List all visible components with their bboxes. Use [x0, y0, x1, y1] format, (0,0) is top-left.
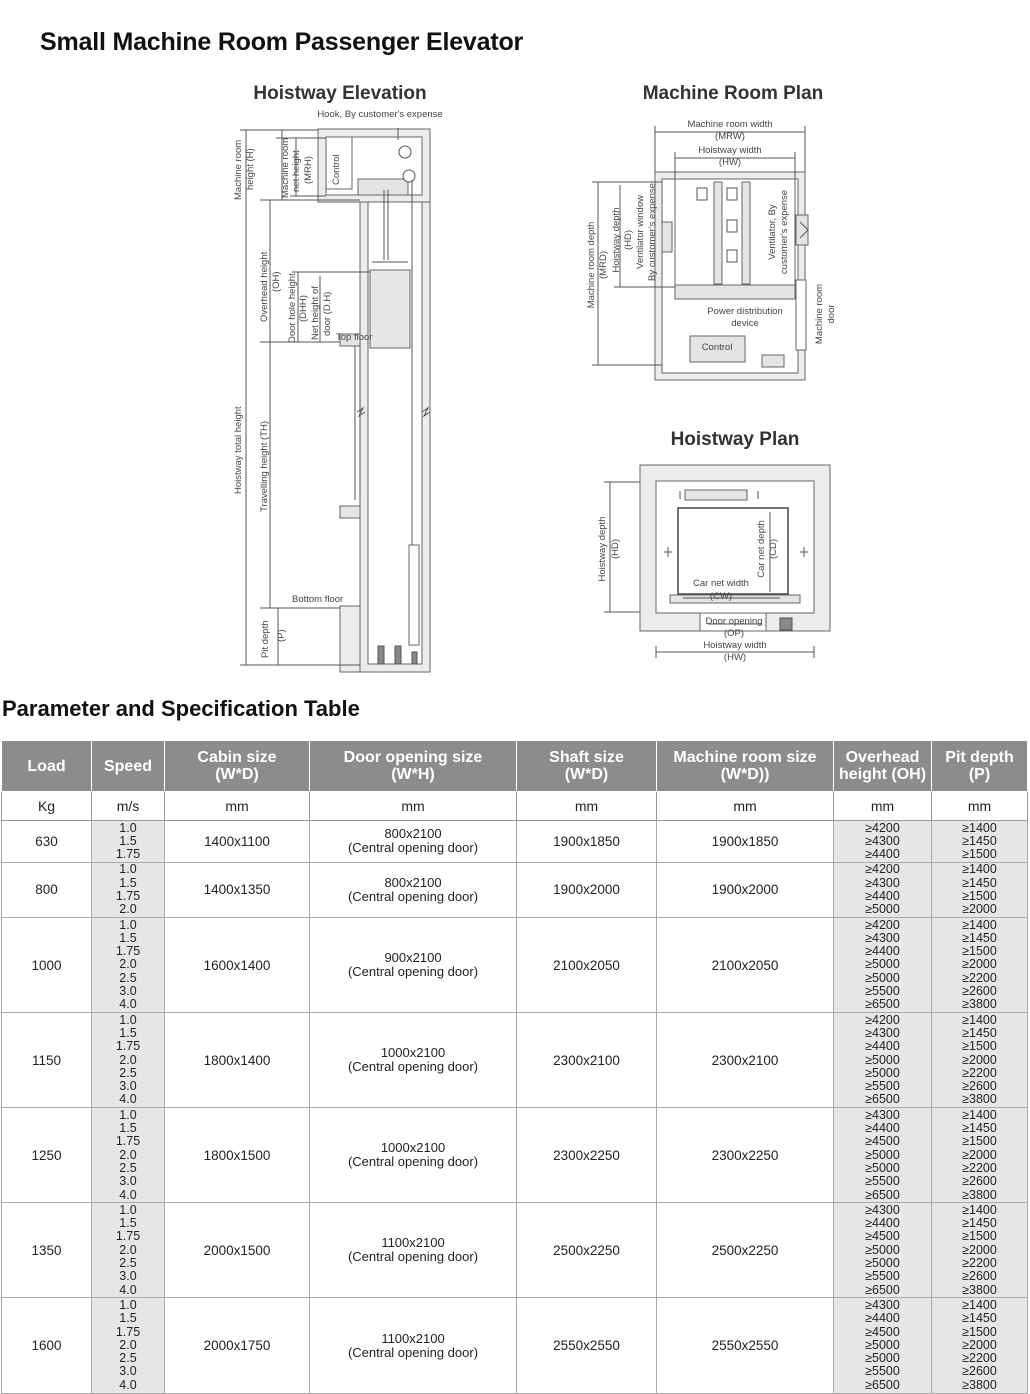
cabin-size-cell: 1800x1400 — [165, 1013, 310, 1108]
overhead-cell-value: ≥5500 — [865, 1269, 900, 1284]
pit-depth-cell-value: ≥2000 — [962, 902, 997, 917]
overhead-cell — [834, 1013, 932, 1108]
door-size-value: 1000x2100 — [380, 1140, 446, 1156]
overhead-cell-value: ≥4500 — [865, 1229, 900, 1244]
overhead-cell-value: ≥4400 — [865, 1311, 900, 1326]
pit-depth-cell-value: ≥1500 — [962, 944, 997, 959]
cd-label-2: (CD) — [768, 538, 779, 560]
speed-cell-value: 1.75 — [115, 1324, 141, 1339]
cabin-size-cell: 1400x1350 — [165, 862, 310, 917]
machine-plan-title: Machine Room Plan — [642, 83, 824, 104]
oh-label-2: (OH) — [271, 271, 282, 292]
oh-label: Overhead height — [259, 251, 270, 322]
speed-cell-value: 2.5 — [119, 1065, 137, 1080]
table-row — [2, 1298, 1028, 1393]
overhead-cell-value: ≥5500 — [865, 1364, 900, 1379]
pit-depth-cell-value: ≥1400 — [962, 862, 997, 877]
speed-cell-value: 2.5 — [119, 1160, 137, 1175]
overhead-cell — [834, 1298, 932, 1393]
overhead-cell-value: ≥6500 — [865, 1282, 900, 1297]
speed-cell-value: 1.75 — [115, 944, 141, 959]
overhead-cell-value: ≥5500 — [865, 984, 900, 999]
door-size-value: 900x2100 — [384, 950, 442, 966]
unit-cell: m/s — [92, 792, 165, 821]
overhead-cell-value: ≥4400 — [865, 1121, 900, 1136]
unit-cell: mm — [657, 792, 834, 821]
speed-cell-value: 1.0 — [119, 1012, 137, 1027]
machine-room-size-cell: 2300x2100 — [657, 1013, 834, 1108]
pit-depth-cell-value: ≥1500 — [962, 1324, 997, 1339]
overhead-cell-value: ≥6500 — [865, 997, 900, 1012]
speed-cell-value: 2.5 — [119, 1256, 137, 1271]
pit-depth-cell-value: ≥1500 — [962, 888, 997, 903]
pit-depth-cell-value: ≥1450 — [962, 1311, 997, 1326]
shaft-size-cell: 2500x2250 — [517, 1203, 657, 1298]
pit-depth-cell — [932, 1013, 1028, 1108]
pit-depth-cell-value: ≥1500 — [962, 847, 997, 862]
pit-depth-cell-value: ≥2000 — [962, 1147, 997, 1162]
speed-cell — [92, 821, 165, 863]
overhead-cell-value: ≥4300 — [865, 833, 900, 848]
hoistway-plan-drawing — [604, 465, 830, 658]
door-type-value: (Central opening door) — [347, 1249, 479, 1265]
overhead-cell-value: ≥4200 — [865, 917, 900, 932]
pit-depth-cell-value: ≥2200 — [962, 1160, 997, 1175]
speed-cell-value: 1.0 — [119, 1107, 137, 1122]
speed-cell-value: 1.75 — [115, 888, 141, 903]
speed-cell-value: 1.5 — [119, 1025, 137, 1040]
shaft-size-cell: 1900x2000 — [517, 862, 657, 917]
speed-cell-value: 2.0 — [119, 1242, 137, 1257]
overhead-cell-value: ≥5000 — [865, 1052, 900, 1067]
pit-depth-cell-value: ≥2600 — [962, 1364, 997, 1379]
overhead-cell-value: ≥5000 — [865, 970, 900, 985]
overhead-cell — [834, 1108, 932, 1203]
door-type-value: (Central opening door) — [347, 888, 479, 904]
pit-depth-cell-value: ≥1400 — [962, 1012, 997, 1027]
overhead-cell-value: ≥4300 — [865, 930, 900, 945]
overhead-cell-value: ≥4400 — [865, 847, 900, 862]
overhead-cell-value: ≥4200 — [865, 820, 900, 835]
machine-room-size-cell: 2550x2550 — [657, 1298, 834, 1393]
mrw-label: Machine room width — [687, 119, 773, 130]
pit-depth-cell-value: ≥1400 — [962, 1202, 997, 1217]
header-door: Door opening size (W*H) — [310, 741, 517, 792]
speed-cell-value: 1.0 — [119, 820, 137, 835]
mr-height-label-2: height (H) — [245, 148, 256, 190]
vw-label-2: By customer's expense — [647, 183, 658, 281]
overhead-cell-value: ≥4300 — [865, 1297, 900, 1312]
door-type-value: (Central opening door) — [347, 1344, 479, 1360]
bottom-floor-label: Bottom floor — [292, 594, 344, 605]
dhh-label: Door hole height — [287, 273, 298, 343]
load-cell: 1600 — [2, 1298, 92, 1393]
dhh-label-2: (DHH) — [298, 295, 309, 322]
pit-depth-cell-value: ≥1400 — [962, 917, 997, 932]
elevation-title: Hoistway Elevation — [253, 83, 427, 104]
pit-depth-cell-value: ≥2600 — [962, 1079, 997, 1094]
hd-label: Hoistway depth — [611, 207, 622, 273]
pit-depth-cell-value: ≥1450 — [962, 1216, 997, 1231]
speed-cell-value: 1.5 — [119, 875, 137, 890]
pit-depth-cell-value: ≥1450 — [962, 1025, 997, 1040]
machine-room-size-cell: 1900x1850 — [657, 821, 834, 863]
door-size-cell — [310, 918, 517, 1013]
overhead-cell-value: ≥4400 — [865, 888, 900, 903]
pit-depth-cell-value: ≥3800 — [962, 1377, 997, 1392]
header-pit: Pit depth (P) — [932, 741, 1028, 792]
mr-height-label: Machine room — [233, 139, 244, 200]
pit-depth-cell-value: ≥2600 — [962, 1174, 997, 1189]
shaft-size-cell: 2100x2050 — [517, 918, 657, 1013]
speed-cell-value: 1.5 — [119, 1216, 137, 1231]
pit-label-2: (P) — [276, 629, 287, 642]
door-size-value: 800x2100 — [384, 874, 442, 890]
unit-cell: mm — [932, 792, 1028, 821]
hd-label-2: (HD) — [623, 229, 634, 251]
speed-cell-value: 2.5 — [119, 1351, 137, 1366]
load-cell: 630 — [2, 821, 92, 863]
overhead-cell — [834, 862, 932, 917]
hp-hd-label: Hoistway depth — [597, 516, 608, 582]
overhead-cell-value: ≥5000 — [865, 1065, 900, 1080]
speed-cell — [92, 1108, 165, 1203]
machine-room-size-cell: 2500x2250 — [657, 1203, 834, 1298]
overhead-cell-value: ≥5500 — [865, 1079, 900, 1094]
hook-label: Hook, By customer's expense — [317, 109, 443, 120]
overhead-cell-value: ≥4300 — [865, 875, 900, 890]
mr-net-label-3: (MRH) — [303, 156, 314, 184]
control-label: Control — [331, 154, 342, 185]
mrw-label-2: (MRW) — [715, 131, 745, 142]
pit-depth-cell-value: ≥2000 — [962, 1337, 997, 1352]
machine-room-size-cell: 2100x2050 — [657, 918, 834, 1013]
overhead-cell — [834, 821, 932, 863]
machine-room-size-cell: 1900x2000 — [657, 862, 834, 917]
speed-cell-value: 2.0 — [119, 1147, 137, 1162]
units-row — [2, 792, 1028, 821]
table-row — [2, 1203, 1028, 1298]
power-label-2: device — [731, 318, 759, 329]
speed-cell-value: 3.0 — [119, 1174, 137, 1189]
overhead-cell-value: ≥5000 — [865, 1337, 900, 1352]
speed-cell-value: 1.0 — [119, 1297, 137, 1312]
machine-room-size-cell: 2300x2250 — [657, 1108, 834, 1203]
door-size-value: 1100x2100 — [381, 1330, 445, 1346]
mr-net-label: Machine room — [280, 137, 291, 198]
nh-label: Net height of — [310, 286, 321, 340]
overhead-cell-value: ≥5500 — [865, 1174, 900, 1189]
header-cabin: Cabin size (W*D) — [165, 741, 310, 792]
vent-label: Ventilator, By — [767, 204, 778, 260]
speed-cell-value: 3.0 — [119, 1079, 137, 1094]
door-type-value: (Central opening door) — [347, 1059, 479, 1075]
overhead-cell-value: ≥5000 — [865, 1160, 900, 1175]
speed-cell-value: 1.75 — [115, 1229, 141, 1244]
table-row — [2, 1013, 1028, 1108]
pit-depth-cell — [932, 1108, 1028, 1203]
shaft-size-cell: 2550x2550 — [517, 1298, 657, 1393]
overhead-cell-value: ≥6500 — [865, 1187, 900, 1202]
speed-cell-value: 1.75 — [115, 847, 141, 862]
hw-label: Hoistway width — [698, 145, 762, 156]
speed-cell — [92, 1203, 165, 1298]
cabin-size-cell: 1800x1500 — [165, 1108, 310, 1203]
door-size-value: 1000x2100 — [380, 1045, 446, 1061]
speed-cell-value: 4.0 — [119, 1092, 137, 1107]
pit-depth-cell-value: ≥1500 — [962, 1039, 997, 1054]
hp-hw-label-2: (HW) — [723, 652, 747, 663]
unit-cell: mm — [165, 792, 310, 821]
load-cell: 1000 — [2, 918, 92, 1013]
page-title: Small Machine Room Passenger Elevator — [40, 28, 524, 56]
pit-depth-cell-value: ≥2200 — [962, 1065, 997, 1080]
pit-depth-cell-value: ≥2200 — [962, 1256, 997, 1271]
speed-cell-value: 1.75 — [115, 1039, 141, 1054]
overhead-cell-value: ≥5000 — [865, 1147, 900, 1162]
load-cell: 1150 — [2, 1013, 92, 1108]
overhead-cell-value: ≥5000 — [865, 1242, 900, 1257]
speed-cell-value: 1.0 — [119, 917, 137, 932]
header-machine-room: Machine room size (W*D)) — [657, 741, 834, 792]
speed-cell-value: 2.0 — [119, 957, 137, 972]
overhead-cell-value: ≥5000 — [865, 902, 900, 917]
spec-table — [1, 740, 1028, 1394]
pit-depth-cell-value: ≥1450 — [962, 833, 997, 848]
overhead-cell-value: ≥4300 — [865, 1025, 900, 1040]
table-header-row — [2, 741, 1028, 792]
pit-depth-cell-value: ≥1450 — [962, 875, 997, 890]
unit-cell: mm — [834, 792, 932, 821]
speed-cell-value: 4.0 — [119, 997, 137, 1012]
door-size-cell — [310, 862, 517, 917]
pit-depth-cell-value: ≥2000 — [962, 1052, 997, 1067]
overhead-cell — [834, 918, 932, 1013]
pit-label: Pit depth — [260, 620, 271, 658]
speed-cell-value: 1.5 — [119, 1121, 137, 1136]
speed-cell-value: 3.0 — [119, 1269, 137, 1284]
unit-cell: mm — [310, 792, 517, 821]
overhead-cell-value: ≥6500 — [865, 1377, 900, 1392]
speed-cell-value: 1.0 — [119, 1202, 137, 1217]
pit-depth-cell-value: ≥2000 — [962, 957, 997, 972]
hp-hw-label: Hoistway width — [703, 640, 767, 651]
cd-label: Car net depth — [756, 520, 767, 578]
speed-cell — [92, 862, 165, 917]
header-overhead: Overhead height (OH) — [834, 741, 932, 792]
door-type-value: (Central opening door) — [347, 1154, 479, 1170]
speed-cell-value: 4.0 — [119, 1377, 137, 1392]
mrd-label: Machine room depth — [586, 221, 597, 309]
cabin-size-cell: 2000x1500 — [165, 1203, 310, 1298]
speed-cell — [92, 1013, 165, 1108]
pit-depth-cell-value: ≥2600 — [962, 1269, 997, 1284]
cw-label-2: (CW) — [709, 591, 733, 602]
table-row — [2, 862, 1028, 917]
speed-cell-value: 2.5 — [119, 970, 137, 985]
pit-depth-cell — [932, 918, 1028, 1013]
header-speed: Speed — [92, 741, 165, 792]
op-label-2: (OP) — [723, 628, 745, 639]
speed-cell-value: 1.0 — [119, 862, 137, 877]
door-size-cell — [310, 1108, 517, 1203]
table-row — [2, 1108, 1028, 1203]
door-size-cell — [310, 1013, 517, 1108]
nh-label-2: door (D.H) — [322, 291, 333, 336]
overhead-cell-value: ≥6500 — [865, 1092, 900, 1107]
top-floor-label: Top floor — [336, 332, 373, 343]
pit-depth-cell-value: ≥3800 — [962, 1282, 997, 1297]
pit-depth-cell — [932, 821, 1028, 863]
table-section-title: Parameter and Specification Table — [2, 696, 360, 721]
total-height-label: Hoistway total height — [233, 406, 244, 494]
speed-cell — [92, 1298, 165, 1393]
speed-cell-value: 1.5 — [119, 833, 137, 848]
door-size-value: 1100x2100 — [381, 1235, 445, 1251]
pit-depth-cell-value: ≥3800 — [962, 1092, 997, 1107]
vent-label-2: customer's expense — [779, 189, 790, 275]
door-type-value: (Central opening door) — [347, 840, 479, 856]
overhead-cell-value: ≥4200 — [865, 862, 900, 877]
hw-label-2: (HW) — [718, 157, 742, 168]
unit-cell: mm — [517, 792, 657, 821]
shaft-size-cell: 2300x2250 — [517, 1108, 657, 1203]
pit-depth-cell — [932, 1203, 1028, 1298]
mr-net-label-2: net height — [291, 150, 302, 192]
hoistway-elevation-drawing — [240, 128, 430, 672]
pit-depth-cell-value: ≥1400 — [962, 1107, 997, 1122]
shaft-size-cell: 2300x2100 — [517, 1013, 657, 1108]
vw-label: Ventilator window — [635, 195, 646, 269]
overhead-cell-value: ≥5000 — [865, 957, 900, 972]
shaft-size-cell: 1900x1850 — [517, 821, 657, 863]
pit-depth-cell-value: ≥2200 — [962, 1351, 997, 1366]
speed-cell-value: 1.75 — [115, 1134, 141, 1149]
pit-depth-cell-value: ≥2200 — [962, 970, 997, 985]
table-row — [2, 918, 1028, 1013]
pit-depth-cell-value: ≥3800 — [962, 997, 997, 1012]
load-cell: 1250 — [2, 1108, 92, 1203]
speed-cell — [92, 918, 165, 1013]
pit-depth-cell-value: ≥1450 — [962, 930, 997, 945]
hp-hd-label-2: (HD) — [610, 538, 621, 560]
speed-cell-value: 2.0 — [119, 1052, 137, 1067]
speed-cell-value: 1.5 — [119, 930, 137, 945]
door-size-value: 800x2100 — [384, 826, 442, 842]
mrd-label-2: (MRD) — [598, 251, 609, 279]
speed-cell-value: 2.0 — [119, 1337, 137, 1352]
pit-depth-cell-value: ≥1500 — [962, 1229, 997, 1244]
speed-cell-value: 3.0 — [119, 1364, 137, 1379]
overhead-cell — [834, 1203, 932, 1298]
overhead-cell-value: ≥4500 — [865, 1134, 900, 1149]
speed-cell-value: 3.0 — [119, 984, 137, 999]
overhead-cell-value: ≥4500 — [865, 1324, 900, 1339]
elevator-drawings — [0, 70, 1030, 685]
load-cell: 1350 — [2, 1203, 92, 1298]
cabin-size-cell: 1400x1100 — [165, 821, 310, 863]
pit-depth-cell — [932, 862, 1028, 917]
diagram-area — [0, 70, 1030, 690]
mr-door-label: Machine room — [814, 283, 825, 345]
table-row — [2, 821, 1028, 863]
power-label: Power distribution — [707, 306, 783, 317]
speed-cell-value: 4.0 — [119, 1282, 137, 1297]
load-cell: 800 — [2, 862, 92, 917]
overhead-cell-value: ≥4200 — [865, 1012, 900, 1027]
pit-depth-cell-value: ≥1400 — [962, 820, 997, 835]
pit-depth-cell-value: ≥1400 — [962, 1297, 997, 1312]
overhead-cell-value: ≥4400 — [865, 944, 900, 959]
hoistway-plan-title: Hoistway Plan — [670, 429, 800, 450]
header-shaft: Shaft size (W*D) — [517, 741, 657, 792]
door-size-cell — [310, 1298, 517, 1393]
op-label: Door opening — [705, 616, 763, 627]
header-load: Load — [2, 741, 92, 792]
door-size-cell — [310, 821, 517, 863]
machine-control-label: Control — [701, 342, 733, 353]
overhead-cell-value: ≥4400 — [865, 1216, 900, 1231]
unit-cell: Kg — [2, 792, 92, 821]
pit-depth-cell-value: ≥1450 — [962, 1121, 997, 1136]
door-type-value: (Central opening door) — [347, 964, 479, 980]
pit-depth-cell-value: ≥2000 — [962, 1242, 997, 1257]
speed-cell-value: 2.0 — [119, 902, 137, 917]
overhead-cell-value: ≥4400 — [865, 1039, 900, 1054]
cabin-size-cell: 1600x1400 — [165, 918, 310, 1013]
pit-depth-cell-value: ≥3800 — [962, 1187, 997, 1202]
speed-cell-value: 4.0 — [119, 1187, 137, 1202]
overhead-cell-value: ≥5000 — [865, 1256, 900, 1271]
door-size-cell — [310, 1203, 517, 1298]
cw-label: Car net width — [693, 578, 749, 589]
pit-depth-cell — [932, 1298, 1028, 1393]
overhead-cell-value: ≥5000 — [865, 1351, 900, 1366]
travel-height-label: Travelling height (TH) — [259, 421, 270, 512]
overhead-cell-value: ≥4300 — [865, 1107, 900, 1122]
pit-depth-cell-value: ≥2600 — [962, 984, 997, 999]
cabin-size-cell: 2000x1750 — [165, 1298, 310, 1393]
overhead-cell-value: ≥4300 — [865, 1202, 900, 1217]
pit-depth-cell-value: ≥1500 — [962, 1134, 997, 1149]
speed-cell-value: 1.5 — [119, 1311, 137, 1326]
mr-door-label-2: door — [826, 304, 837, 324]
